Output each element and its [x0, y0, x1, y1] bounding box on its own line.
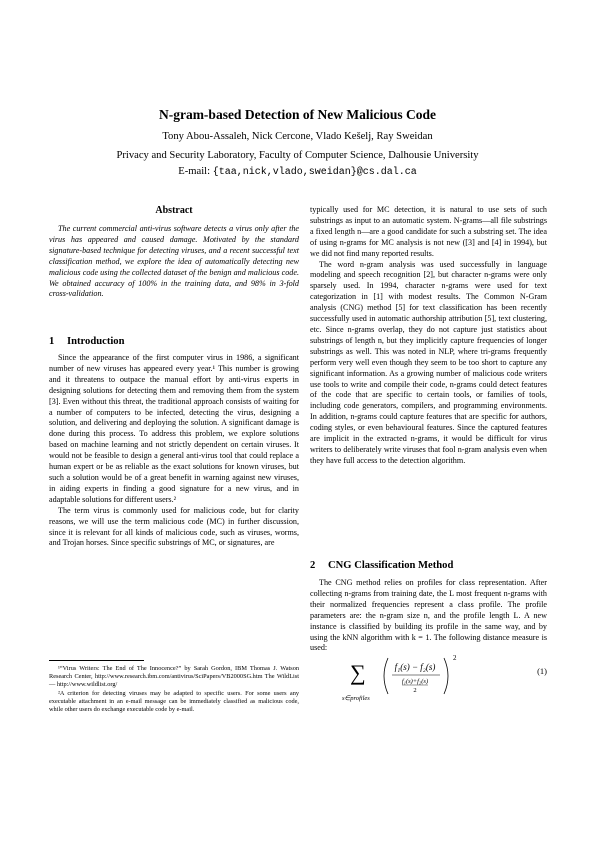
paragraph: The term virus is commonly used for malicious code, but for clarity reasons, we will use the term malicious code (MC) in further discussion, since it is relevant for all kinds of malicious code, such as viruses, worms, and Trojan horses. Since specific substrings of MC, or signatures, are — [49, 505, 299, 548]
right-column-body — [310, 205, 547, 467]
exponent: 2 — [453, 654, 457, 662]
paragraph: Since the appearance of the first computer virus in 1986, a significant number of new viruses has appeared every year.¹ This number is growing and it threatens to outpace the manual effort by anti-virus experts in designing solutions for detecting them and removing them from the system [3]. Even without this threat, the traditional approach consists of waiting for a number of computers to be infected, detecting the virus, designing a solution, and delivering and deploying the solution. A significant damage is done during this process. To address this problem, we explore solutions based on machine learning and not strictly dependent on certain viruses. It would not be feasible to design a general anti-virus tool that could replace a human expert or be as reliable as the exact solutions for known viruses, but such a solution would be of a great benefit in warning against new viruses, in aiding experts in finding a good signature for a new virus, and in adaptable solutions for different users.² — [49, 353, 299, 504]
abstract-body — [49, 224, 299, 300]
numerator: f₁(s) − f₂(s) — [394, 662, 436, 672]
paragraph: The word n-gram analysis was used successfully in language modeling and speech recognition [2], but character n-grams were only sparsely used. In 1994, character n-grams were used for text categorization in [1] with modest results. The Common N-Gram analysis (CNG) method [5] for text classification has been recently successfully used in automatic authorship attribution [5], text clustering, etc. Since n-grams overlap, they do not capture just statistics about substrings of length n, but they implicitly capture frequencies of longer substrings as well. This was noted in NLP, where tri-grams frequently perform very well even though they seem to be too short to capture any significant information. As a growing number of malicious code writers use tools to write and compile their code, n-grams could detect features of the code that are specific to certain tools, or families of tools, including code generators, compilers, and programming environments. In addition, n-grams could capture features that are specific for authors, coding styles, or even behavioural features. Since the captured features are implicit in the extracted n-grams, it would be difficult for virus writers to deliberately write viruses that fool n-gram analysis even when they have full access to the detection algorithm. — [310, 259, 547, 465]
equation-graphic — [340, 650, 520, 706]
abstract-text: The current commercial anti-virus software detects a virus only after the virus has appeared and caused damage. Motivated by the standard signature-based technique for detecting viruses, and a recent successful text classification method, we explore the idea of automatically detecting new malicious code using the collected dataset of the benign and malicious code. We obtained accuracy of 100% in the training data, and 98% in 3-fold cross-validation. — [49, 224, 299, 299]
distance-equation — [340, 650, 547, 706]
author-list: Tony Abou-Assaleh, Nick Cercone, Vlado Kešelj, Ray Sweidan — [162, 131, 433, 142]
footnote-rule — [49, 660, 144, 661]
footnote: ²A criterion for detecting viruses may be adapted to specific users. For some users any executable attachment in an e-mail message can be immediately classified as malicious code, while other users do exchange executable code by e-mail. — [49, 689, 299, 714]
section-heading-cng — [310, 560, 453, 571]
section-heading-introduction — [49, 336, 125, 347]
right-paren — [444, 658, 448, 694]
footnote: ¹“Virus Writers: The End of The Innocence?” by Sarah Gordon, IBM Thomas J. Watson Research Center, http://www.research.ibm.com/antivirus/SciPapers/VB2000SG.htm The WildList — http://www.wildlist.org/ — [49, 665, 299, 689]
paragraph: The CNG method relies on profiles for class representation. After collecting n-grams from training date, the L most frequent n-grams with their normalized frequencies represent a class profile. The profile parameters are: the n-gram size n, and the profile length L. A new instance is classified by building its profile in the same way, and by using the kNN algorithm with k = 1. The following distance measure is used: — [310, 578, 547, 653]
section-title: Introduction — [67, 336, 125, 347]
footnotes — [49, 665, 299, 714]
sum-index: s∈profiles — [342, 695, 370, 702]
email-address: {taa,nick,vlado,sweidan}@cs.dal.ca — [212, 167, 417, 178]
cng-body — [310, 578, 547, 654]
section-number: 1 — [49, 336, 55, 347]
email-line — [0, 166, 595, 178]
introduction-body — [49, 353, 299, 549]
paragraph: typically used for MC detection, it is natural to use sets of such substrings as input to an automatic system. N-grams—all file substrings a fixed length n—are a good candidate for such a substring set. The idea of using n-grams for MC analysis is not new ([3] and [4] in 1994), but we did not find many reported results. — [310, 205, 547, 258]
email-label: E-mail: — [178, 166, 213, 177]
section-title: CNG Classification Method — [328, 560, 454, 571]
abstract-heading: Abstract — [155, 205, 193, 216]
section-number: 2 — [310, 560, 316, 571]
denominator-bottom: 2 — [413, 687, 417, 694]
affiliation: Privacy and Security Laboratory, Faculty of Computer Science, Dalhousie University — [116, 150, 479, 161]
denominator-top: f₁(s)+f₂(s) — [401, 678, 429, 685]
sum-symbol: ∑ — [350, 660, 366, 685]
left-paren — [384, 658, 388, 694]
paper-title: N-gram-based Detection of New Malicious Code — [158, 107, 437, 122]
equation-number: (1) — [537, 666, 547, 676]
